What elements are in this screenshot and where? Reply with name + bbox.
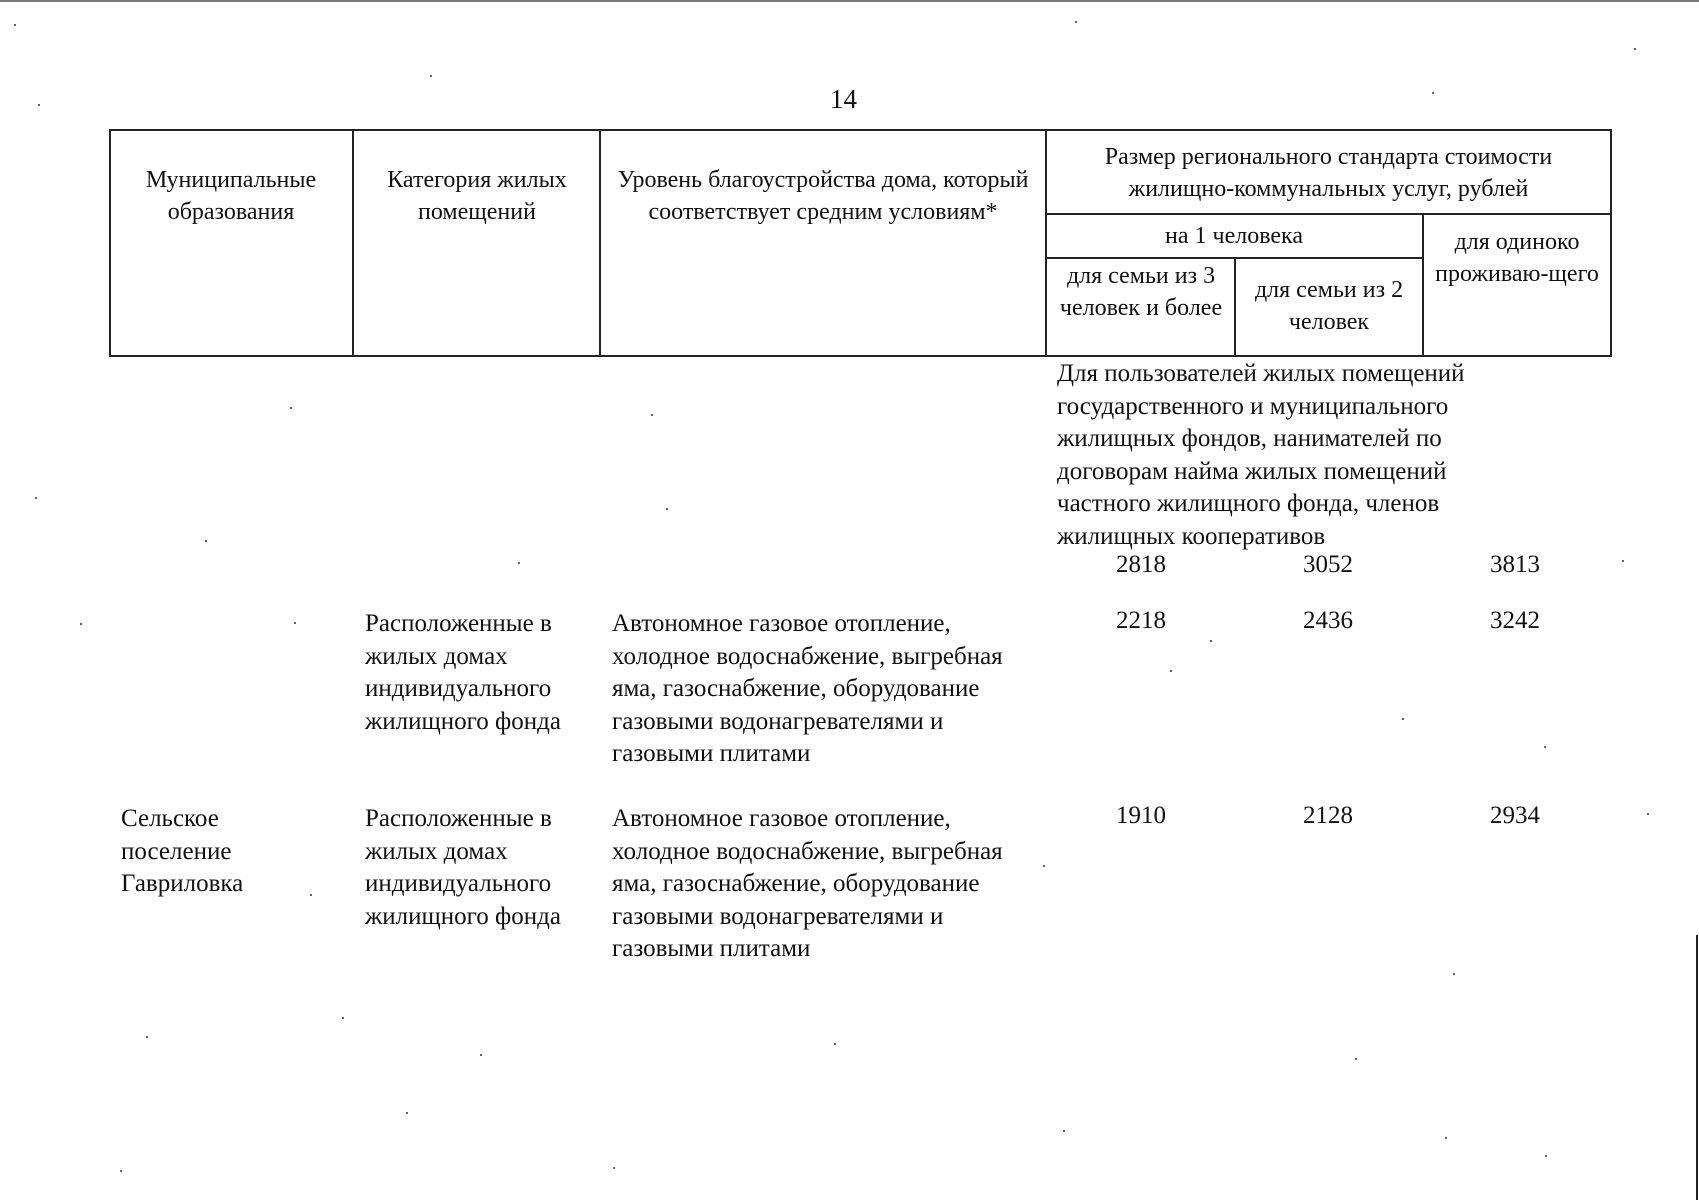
scan-speck [1647,813,1649,815]
scan-speck [342,1017,344,1019]
scan-speck [1402,718,1404,720]
row-category: Расположенные в жилых домах индивидуального жилищного фонда [365,610,561,735]
header-family-3: для семьи из 3 человек и более [1059,263,1223,321]
scan-speck [1043,865,1045,867]
header-single-divider [1422,213,1424,357]
page-top-rule [0,0,1699,2]
header-category: Категория жилых помещений [387,167,567,225]
scan-speck [1432,92,1434,94]
scan-speck [406,1112,408,1114]
row-level: Автономное газовое отопление, холодное водоснабжение, выгребная яма, газоснабжение, оборудование газовыми водонагревателями и газовыми плитами [612,805,1003,962]
header-right-border [1610,129,1612,357]
value-family-3: 2218 [1116,607,1166,634]
header-per-person: на 1 человека [1165,223,1303,249]
scan-speck [1170,670,1172,672]
row-category: Расположенные в жилых домах индивидуального жилищного фонда [365,805,561,930]
scan-speck [1453,973,1455,975]
scan-speck [14,24,16,26]
header-top-border [109,129,1612,131]
scan-speck [834,1043,836,1045]
scan-speck [651,414,653,416]
scan-speck [1634,48,1636,50]
scan-speck [294,622,296,624]
value-family-2: 2128 [1303,802,1353,829]
page-number: 14 [830,84,857,114]
header-left-border [109,129,111,357]
page-right-rule [1696,935,1698,1200]
header-divider-3 [1045,129,1047,357]
header-single: для одиноко проживаю-щего [1435,229,1599,287]
scan-speck [1545,1155,1547,1157]
scan-speck [518,562,520,564]
scan-speck [146,1036,148,1038]
header-divider-1 [352,129,354,357]
value-family-2: 3052 [1303,551,1353,578]
header-standard-divider [1045,213,1612,215]
scan-speck [80,623,82,625]
scan-speck [430,75,432,77]
scan-speck [205,540,207,542]
value-single: 2934 [1490,802,1540,829]
header-municipality: Муниципальные образования [145,167,317,225]
value-family-2: 2436 [1303,607,1353,634]
scan-speck [1210,640,1212,642]
value-family-3: 1910 [1116,802,1166,829]
value-single: 3813 [1490,551,1540,578]
header-divider-2 [599,129,601,357]
header-standard: Размер регионального стандарта стоимости жилищно-коммунальных услуг, рублей [1104,144,1553,202]
scan-speck [480,1054,482,1056]
header-family-divider [1234,257,1236,357]
value-single: 3242 [1490,607,1540,634]
header-level: Уровень благоустройства дома, который соответствует средним условиям* [617,167,1029,225]
row-municipality: Сельское поселение Гавриловка [121,805,244,897]
scan-speck [120,1170,122,1172]
scan-speck [1075,21,1077,23]
header-bottom-border [109,355,1612,357]
row-level: Автономное газовое отопление, холодное водоснабжение, выгребная яма, газоснабжение, оборудование газовыми водонагревателями и газовыми плитами [612,610,1003,767]
scan-speck [1544,746,1546,748]
scan-speck [1445,1137,1447,1139]
section-title: Для пользователей жилых помещений государственного и муниципального жилищных фондов, нанимателей по договорам найма жилых помещений частного жилищного фонда, членов жилищных кооперативов [1057,360,1465,550]
scan-speck [1622,560,1624,562]
scan-speck [310,894,312,896]
scan-speck [290,407,292,409]
scan-speck [1063,1130,1065,1132]
header-family-2: для семьи из 2 человек [1254,277,1404,335]
scan-speck [613,1167,615,1169]
scan-speck [1355,1058,1357,1060]
scan-speck [35,497,37,499]
value-family-3: 2818 [1116,551,1166,578]
scan-speck [666,508,668,510]
scan-speck [38,104,40,106]
